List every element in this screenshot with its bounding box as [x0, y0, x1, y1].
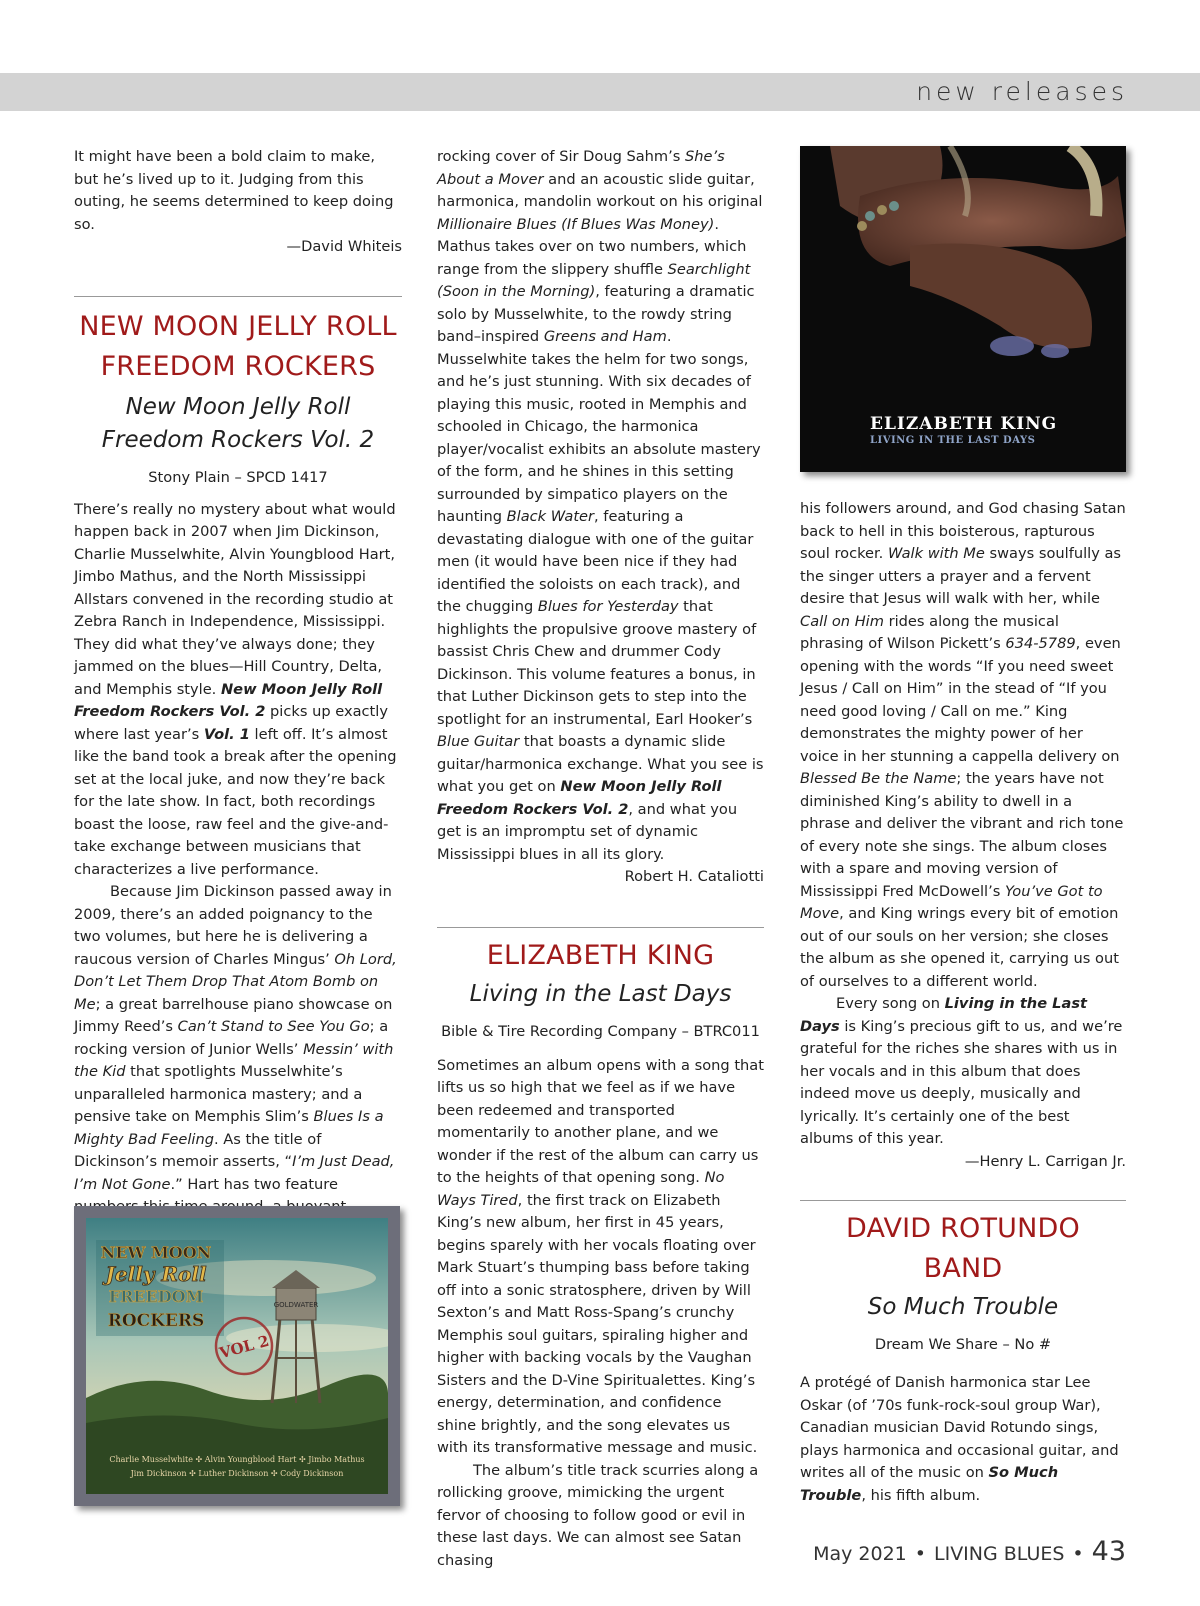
text-run: picks up exactly where last year’s — [74, 703, 388, 743]
album-title-ref: So Much Trouble — [800, 1464, 1059, 1504]
song-title: No Ways Tired — [437, 1169, 725, 1209]
album-title-ref: New Moon Jelly Roll Freedom Rockers Vol. 2 — [74, 680, 383, 720]
text-run: ; a rocking version of Junior Wells’ — [74, 1018, 389, 1058]
album-title: So Much Trouble — [867, 1294, 1059, 1320]
song-title: Messin’ with the Kid — [74, 1040, 394, 1080]
text-run: is King’s precious gift to us, and we’re grateful for the riches she shares with us in her vocals and in this album that does indeed move us deeply, musically and lyrically. It’s certainly one of the best albums of this year. — [800, 1017, 1123, 1147]
band-name — [74, 307, 402, 387]
song-title: Can’t Stand to See You Go — [177, 1018, 370, 1035]
section-title: new releases — [916, 77, 1128, 106]
review-paragraph — [800, 498, 1126, 993]
text-run: , and King wrings every bit of emotion out of our souls on her version; she closes the album as she opened it, carrying us out of ourselves to a different world. — [800, 905, 1119, 990]
text-run: , featuring a devastating dialogue with one of the guitar men (it would have been nice if they had identified the soloists on each track), and the chugging — [437, 508, 754, 615]
cover-title: LIVING IN THE LAST DAYS — [870, 435, 1036, 446]
text-run: , even opening with the words “If you need sweet Jesus / Call on Him” in the stead of “If you need good loving / Call on me.” King demonstrates the mighty power of her voice in her stunning a cappella delivery on — [800, 635, 1121, 765]
song-title: Blues Is a Mighty Bad Feeling — [74, 1108, 384, 1148]
record-label: Stony Plain – SPCD 1417 — [148, 468, 328, 486]
column-3 — [800, 146, 1126, 1507]
record-label: Dream We Share – No # — [874, 1336, 1052, 1353]
song-title: Searchlight (Soon in the Morning) — [437, 260, 751, 300]
text-run: ; the years have not diminished King’s ability to dwell in a phrase and deliver the vibrant and rich tone of every note she sings. The album closes with a spare and moving version of Mississippi Fred McDowell’s — [800, 770, 1124, 900]
album-title-line-2: Freedom Rockers Vol. 2 — [101, 426, 375, 453]
tower-label: GOLDWATER — [273, 1301, 319, 1309]
reviewer-signature: Robert H. Cataliotti — [624, 868, 764, 885]
song-title: 634-5789 — [1005, 635, 1076, 652]
text-run: . Musselwhite takes the helm for two songs, and he’s just stunning. With six decades of playing this music, rooted in Memphis and schooled in Chicago, the harmonica player/vocalist exhibits an absolute mastery of the form, and he shines in this setting surrounded by simpatico players on the haunting — [437, 328, 761, 525]
text-run: , the first track on Elizabeth King’s new album, her first in 45 years, begins sparely with her vocals floating over Mark Stuart’s thumping bass before taking off into a sonic stratosphere, driven by Will Sexton’s and Matt Ross-Spang’s crunchy Memphis soul guitars, spiraling higher and higher with backing vocals by the Vaughan Sisters and the D-Vine Spiritualettes. King’s energy, determination, and confidence shine brightly, and the song elevates us with its transformative message and music. — [437, 1191, 758, 1456]
review-elizabeth-king — [437, 936, 764, 1573]
previous-review-ending: It might have been a bold claim to make, but he’s lived up to it. Judging from this outing, he seems determined to keep doing so. — [74, 148, 394, 233]
text-run: A protégé of Danish harmonica star Lee Oskar (of ’70s funk-rock-soul group War), Canadian musician David Rotundo sings, plays harmonica and occasional guitar, and writes all of the music on — [800, 1374, 1119, 1481]
review-paragraph — [800, 1372, 1126, 1507]
review-new-moon — [74, 307, 402, 1219]
song-title: Millionaire Blues (If Blues Was Money) — [437, 215, 715, 233]
album-title: Living in the Last Days — [469, 980, 732, 1007]
text-run: , and what you get is an impromptu set of dynamic Mississippi blues in all its glory. — [437, 800, 738, 863]
band-name — [800, 1209, 1126, 1289]
band-name-line-2: BAND — [923, 1253, 1003, 1284]
text-run: left off. It’s almost like the band took a break after the opening set at the local juke, and now they’re back for the late show. In fact, both recordings boast the loose, raw feel and the give-and-take exchange between musicians that characterizes a live performance. — [74, 725, 397, 878]
review-paragraph — [74, 499, 402, 882]
song-title: Blessed Be the Name — [800, 770, 957, 787]
review-paragraph — [437, 1055, 764, 1460]
text-run: his followers around, and God chasing Satan back to hell in this boisterous, rapturous soul rocker. — [800, 500, 1126, 562]
volume-label: VOL 2 — [217, 1331, 272, 1363]
footer-bullet: • — [914, 1543, 926, 1565]
album-cover-art — [86, 1218, 388, 1494]
section-header-bar — [0, 73, 1200, 111]
text-run: , featuring a dramatic solo by Musselwhite, to the rowdy string band–inspired — [437, 283, 755, 345]
cover-title-line-4: ROCKERS — [107, 1311, 205, 1331]
column-2 — [437, 146, 764, 1572]
page-number: 43 — [1091, 1536, 1126, 1567]
band-name-line-1: NEW MOON JELLY ROLL — [79, 310, 397, 342]
album-title — [74, 391, 402, 457]
text-run: Sometimes an album opens with a song that lifts us so high that we feel as if we have been redeemed and transported momentarily to another plane, and we wonder if the rest of the album can carry us to the heights of that opening song. — [437, 1056, 764, 1186]
band-name-line-1: DAVID ROTUNDO — [846, 1213, 1080, 1244]
reviewer-signature: —David Whiteis — [286, 238, 402, 255]
song-title: Blue Guitar — [437, 733, 520, 750]
song-title: Oh Lord, Don’t Let Them Drop That Atom Bomb on Me — [74, 950, 397, 1013]
album-cover-new-moon — [74, 1206, 400, 1506]
review-david-rotundo — [800, 1209, 1126, 1507]
text-run: and an acoustic slide guitar, harmonica, mandolin workout on his original — [437, 170, 763, 210]
text-run: There’s really no mystery about what would happen back in 2007 when Jim Dickinson, Charlie Musselwhite, Alvin Youngblood Hart, Jimbo Mathus, and the North Mississippi Allstars convened in the recording studio at Zebra Ranch in Independence, Mississippi. They did what they’ve always done; they jammed on the blues—Hill Country, Delta, and Memphis style. — [74, 500, 396, 698]
issue-date: May 2021 — [813, 1543, 907, 1565]
text-run: ; a great barrelhouse piano showcase on Jimmy Reed’s — [74, 995, 393, 1035]
cover-title-line-1: NEW MOON — [100, 1243, 212, 1262]
song-title: She’s About a Mover — [437, 148, 725, 188]
text-run: . As the title of Dickinson’s memoir asserts, “ — [74, 1130, 322, 1170]
section-divider — [74, 296, 402, 297]
text-run: that boasts a dynamic slide guitar/harmonica exchange. What you see is what you get on — [437, 733, 764, 795]
song-title: Black Water — [506, 508, 595, 525]
footer-bullet: • — [1072, 1543, 1084, 1565]
review-paragraph: The album’s title track scurries along a rollicking groove, mimicking the urgent fervor of choosing to follow good or evil in these last days. We can almost see Satan chasing — [437, 1461, 759, 1569]
text-run: that spotlights Musselwhite’s unparalleled harmonica mastery; and a pensive take on Memphis Slim’s — [74, 1063, 363, 1125]
album-title-line-1: New Moon Jelly Roll — [125, 393, 351, 420]
text-run: . Mathus takes over on two numbers, which range from the slippery shuffle — [437, 215, 747, 278]
record-label: Bible & Tire Recording Company – BTRC011 — [441, 1022, 760, 1040]
cover-title-line-2: Jelly Roll — [105, 1262, 207, 1286]
page-footer — [813, 1536, 1126, 1576]
text-run: Every song on — [836, 995, 945, 1012]
section-divider — [437, 927, 764, 928]
cover-title-line-3: FREEDOM — [108, 1287, 204, 1306]
song-title: Blues for Yesterday — [537, 598, 679, 615]
text-run: rocking cover of Sir Doug Sahm’s — [437, 148, 686, 165]
song-title: You’ve Got to Move — [800, 882, 1103, 922]
review-paragraph — [74, 881, 402, 1219]
text-run: .” Hart has two feature — [170, 1175, 338, 1193]
cover-credits-line-1: Charlie Musselwhite ✣ Alvin Youngblood Hart ✣ Jimbo Mathus — [109, 1455, 365, 1464]
text-run: Because Jim Dickinson passed away in 2009, there’s an added poignancy to the two volumes, but here he is delivering a raucous version of Charles Mingus’ — [74, 883, 392, 968]
cover-artist: ELIZABETH KING — [870, 414, 1058, 434]
text-run: , his fifth album. — [861, 1486, 981, 1504]
song-title: Walk with Me — [887, 545, 985, 562]
song-title: Call on Him — [800, 612, 884, 630]
text-run: sways soulfully as the singer utters a prayer and a fervent desire that Jesus will walk with her, while — [800, 545, 1122, 607]
reviewer-signature: —Henry L. Carrigan Jr. — [964, 1152, 1126, 1170]
review-paragraph — [800, 993, 1126, 1151]
song-title: Greens and Ham — [543, 328, 667, 345]
band-name-line-2: FREEDOM ROCKERS — [100, 350, 376, 382]
text-run: rides along the musical phrasing of Wilson Pickett’s — [800, 612, 1059, 652]
cover-credits-line-2: Jim Dickinson ✣ Luther Dickinson ✣ Cody Dickinson — [130, 1469, 344, 1478]
album-title-ref: Vol. 1 — [203, 725, 250, 743]
book-title: I’m Just Dead, I’m Not Gone — [74, 1153, 395, 1193]
magazine-name: LIVING BLUES — [934, 1543, 1065, 1565]
column-1 — [74, 146, 402, 1219]
album-title-ref: Living in the Last Days — [800, 995, 1087, 1035]
band-name: ELIZABETH KING — [486, 939, 715, 971]
album-title-ref: New Moon Jelly Roll Freedom Rockers Vol. 2 — [437, 778, 722, 818]
review-paragraph — [437, 146, 764, 866]
section-divider — [800, 1200, 1126, 1201]
text-run: that highlights the propulsive groove mastery of bassist Chris Chew and drummer Cody Dickinson. This volume features a bonus, in that Luther Dickinson gets to step into the spotlight for an instrumental, Earl Hooker’s — [437, 598, 757, 728]
